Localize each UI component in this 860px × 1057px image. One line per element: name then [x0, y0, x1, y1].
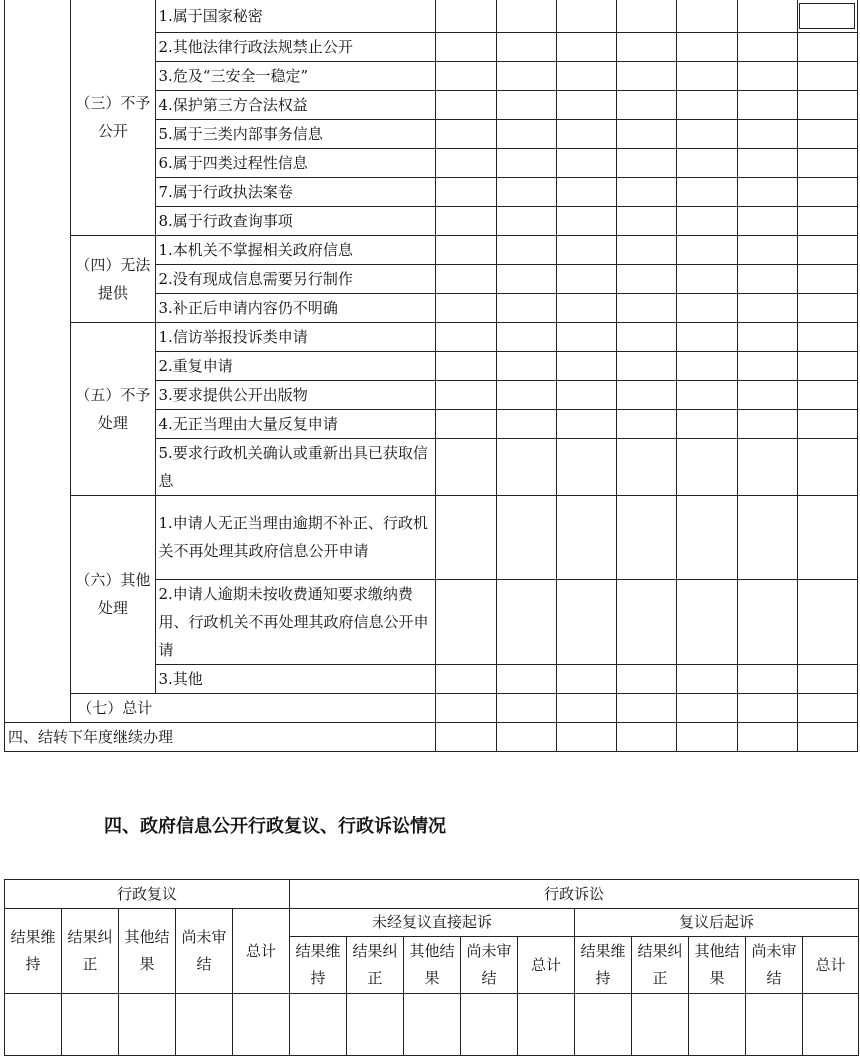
data-cell[interactable] [436, 90, 496, 119]
data-cell[interactable] [677, 579, 737, 664]
data-cell[interactable] [746, 994, 803, 1056]
data-cell[interactable] [677, 90, 737, 119]
data-cell[interactable] [617, 409, 677, 438]
data-cell[interactable] [803, 994, 859, 1056]
data-cell[interactable] [617, 90, 677, 119]
direct-suit-header: 未经复议直接起诉 [290, 909, 575, 937]
data-cell[interactable] [797, 90, 857, 119]
table-row [5, 322, 858, 351]
data-cell[interactable] [436, 579, 496, 664]
data-cell[interactable] [617, 235, 677, 264]
review-col-2: 其他结果 [119, 909, 176, 994]
data-cell[interactable] [556, 693, 616, 722]
data-cell[interactable] [617, 32, 677, 61]
data-cell[interactable] [737, 32, 797, 61]
data-cell[interactable] [496, 90, 556, 119]
data-cell[interactable] [496, 206, 556, 235]
data-cell[interactable] [496, 264, 556, 293]
data-cell[interactable] [233, 994, 290, 1056]
data-cell[interactable] [496, 380, 556, 409]
data-cell[interactable] [496, 722, 556, 751]
carryover-label: 四、结转下年度继续办理 [5, 722, 436, 751]
data-cell[interactable] [436, 409, 496, 438]
data-cell[interactable] [797, 235, 857, 264]
data-cell[interactable] [737, 495, 797, 579]
review-col-3: 尚未审结 [176, 909, 233, 994]
data-cell[interactable] [436, 293, 496, 322]
group-label: （三）不予公开 [71, 0, 155, 235]
data-cell[interactable] [797, 495, 857, 579]
data-cell[interactable] [617, 206, 677, 235]
data-cell[interactable] [436, 235, 496, 264]
item-label: 2.其他法律行政法规禁止公开 [155, 32, 436, 61]
data-cell[interactable] [436, 351, 496, 380]
data-cell[interactable] [737, 579, 797, 664]
data-cell[interactable] [677, 235, 737, 264]
data-cell[interactable] [617, 61, 677, 90]
application-handling-table [4, 0, 858, 752]
data-cell[interactable] [737, 351, 797, 380]
data-cell[interactable] [496, 0, 556, 32]
data-cell[interactable] [797, 322, 857, 351]
data-cell[interactable] [556, 409, 616, 438]
data-cell[interactable] [737, 438, 797, 495]
data-cell[interactable] [617, 495, 677, 579]
data-cell[interactable] [556, 438, 616, 495]
item-label: 6.属于四类过程性信息 [155, 148, 436, 177]
table-row [5, 0, 858, 32]
data-cell[interactable] [677, 495, 737, 579]
data-cell[interactable] [617, 579, 677, 664]
data-cell[interactable] [556, 579, 616, 664]
data-cell[interactable] [677, 206, 737, 235]
item-label: 1.申请人无正当理由逾期不补正、行政机关不再处理其政府信息公开申请 [155, 495, 436, 579]
data-cell[interactable] [677, 438, 737, 495]
group-label: （六）其他处理 [71, 495, 155, 693]
data-cell[interactable] [496, 148, 556, 177]
data-cell[interactable] [677, 264, 737, 293]
data-cell[interactable] [677, 119, 737, 148]
data-cell[interactable] [496, 664, 556, 693]
data-cell[interactable] [677, 380, 737, 409]
data-cell[interactable] [436, 322, 496, 351]
data-cell[interactable] [5, 994, 62, 1056]
data-cell[interactable] [496, 61, 556, 90]
direct-col-4: 总计 [518, 937, 575, 994]
after-col-0: 结果维持 [575, 937, 632, 994]
item-label: 5.要求行政机关确认或重新出具已获取信息 [155, 438, 436, 495]
data-cell[interactable] [556, 119, 616, 148]
data-cell[interactable] [556, 380, 616, 409]
data-cell[interactable] [617, 438, 677, 495]
total-row [5, 693, 858, 722]
data-cell[interactable] [556, 0, 616, 32]
data-cell[interactable] [556, 61, 616, 90]
data-cell[interactable] [737, 322, 797, 351]
data-cell[interactable] [556, 722, 616, 751]
data-cell[interactable] [436, 693, 496, 722]
data-cell[interactable] [436, 264, 496, 293]
data-cell[interactable] [436, 664, 496, 693]
data-cell[interactable] [737, 693, 797, 722]
item-label: 2.没有现成信息需要另行制作 [155, 264, 436, 293]
data-cell[interactable] [797, 32, 857, 61]
direct-col-1: 结果纠正 [347, 937, 404, 994]
data-cell[interactable] [797, 264, 857, 293]
item-label: 2.申请人逾期未按收费通知要求缴纳费用、行政机关不再处理其政府信息公开申请 [155, 579, 436, 664]
item-label: 3.危及“三安全一稳定” [155, 61, 436, 90]
data-cell[interactable] [797, 293, 857, 322]
data-cell[interactable] [617, 264, 677, 293]
data-cell[interactable] [436, 206, 496, 235]
data-cell[interactable] [436, 148, 496, 177]
item-label: 4.保护第三方合法权益 [155, 90, 436, 119]
total-label: （七）总计 [71, 693, 436, 722]
data-cell[interactable] [436, 495, 496, 579]
outer-left-cell [5, 0, 71, 722]
after-col-1: 结果纠正 [632, 937, 689, 994]
data-cell[interactable] [677, 693, 737, 722]
data-cell[interactable] [677, 61, 737, 90]
data-cell[interactable] [677, 351, 737, 380]
table-row [5, 994, 859, 1056]
item-label: 1.本机关不掌握相关政府信息 [155, 235, 436, 264]
data-cell[interactable] [677, 177, 737, 206]
review-col-1: 结果纠正 [62, 909, 119, 994]
data-cell[interactable] [677, 722, 737, 751]
data-cell[interactable] [617, 693, 677, 722]
data-cell[interactable] [797, 61, 857, 90]
data-cell[interactable] [797, 351, 857, 380]
data-cell[interactable] [797, 177, 857, 206]
data-cell[interactable] [556, 32, 616, 61]
data-cell[interactable] [556, 90, 616, 119]
carryover-row [5, 722, 858, 751]
data-cell[interactable] [496, 693, 556, 722]
data-cell[interactable] [617, 0, 677, 32]
data-cell[interactable] [797, 693, 857, 722]
item-label: 3.补正后申请内容仍不明确 [155, 293, 436, 322]
data-cell[interactable] [496, 495, 556, 579]
data-cell[interactable] [617, 148, 677, 177]
item-label: 3.要求提供公开出版物 [155, 380, 436, 409]
data-cell[interactable] [436, 0, 496, 32]
data-cell[interactable] [797, 119, 857, 148]
data-cell[interactable] [797, 664, 857, 693]
data-cell[interactable] [797, 722, 857, 751]
data-cell[interactable] [496, 177, 556, 206]
data-cell[interactable] [617, 722, 677, 751]
data-cell[interactable] [617, 119, 677, 148]
section-title: 四、政府信息公开行政复议、行政诉讼情况 [104, 816, 446, 837]
data-cell[interactable] [737, 177, 797, 206]
data-cell[interactable] [436, 722, 496, 751]
data-cell[interactable] [496, 119, 556, 148]
data-cell[interactable] [737, 148, 797, 177]
data-cell[interactable] [677, 664, 737, 693]
item-label: 1.信访举报投诉类申请 [155, 322, 436, 351]
group-label: （四）无法提供 [71, 235, 155, 322]
data-cell[interactable] [461, 994, 518, 1056]
data-cell[interactable] [556, 495, 616, 579]
data-cell[interactable] [556, 148, 616, 177]
data-cell[interactable] [617, 664, 677, 693]
data-cell[interactable] [797, 148, 857, 177]
data-cell[interactable] [347, 994, 404, 1056]
after-col-2: 其他结果 [689, 937, 746, 994]
review-col-0: 结果维持 [5, 909, 62, 994]
data-cell[interactable] [496, 322, 556, 351]
review-litigation-table [4, 879, 859, 1056]
item-label: 1.属于国家秘密 [155, 0, 436, 32]
data-cell[interactable] [556, 351, 616, 380]
data-cell[interactable] [737, 264, 797, 293]
group-label: （五）不予处理 [71, 322, 155, 495]
item-label: 8.属于行政查询事项 [155, 206, 436, 235]
data-cell[interactable] [689, 994, 746, 1056]
data-cell[interactable] [496, 293, 556, 322]
data-cell[interactable] [617, 177, 677, 206]
data-cell[interactable] [737, 206, 797, 235]
data-cell[interactable] [518, 994, 575, 1056]
data-cell[interactable] [737, 664, 797, 693]
data-cell[interactable] [496, 579, 556, 664]
data-cell[interactable] [436, 177, 496, 206]
data-cell[interactable] [62, 994, 119, 1056]
data-cell[interactable] [436, 32, 496, 61]
data-cell[interactable] [737, 0, 797, 32]
table-row [5, 235, 858, 264]
item-label: 7.属于行政执法案卷 [155, 177, 436, 206]
data-cell[interactable] [632, 994, 689, 1056]
data-cell[interactable] [737, 722, 797, 751]
after-review-suit-header: 复议后起诉 [575, 909, 859, 937]
data-cell[interactable] [496, 351, 556, 380]
data-cell[interactable] [617, 380, 677, 409]
data-cell[interactable] [556, 206, 616, 235]
after-col-3: 尚未审结 [746, 937, 803, 994]
data-cell[interactable] [617, 351, 677, 380]
after-col-4: 总计 [803, 937, 859, 994]
item-label: 3.其他 [155, 664, 436, 693]
data-cell[interactable] [797, 0, 857, 32]
data-cell[interactable] [556, 235, 616, 264]
review-col-4: 总计 [233, 909, 290, 994]
data-cell[interactable] [797, 206, 857, 235]
data-cell[interactable] [617, 293, 677, 322]
data-cell[interactable] [677, 32, 737, 61]
data-cell[interactable] [677, 409, 737, 438]
item-label: 4.无正当理由大量反复申请 [155, 409, 436, 438]
admin-review-header: 行政复议 [5, 880, 290, 909]
boxed-cell [799, 3, 855, 29]
data-cell[interactable] [797, 438, 857, 495]
data-cell[interactable] [496, 409, 556, 438]
data-cell[interactable] [737, 61, 797, 90]
data-cell[interactable] [737, 119, 797, 148]
data-cell[interactable] [737, 293, 797, 322]
data-cell[interactable] [677, 148, 737, 177]
item-label: 2.重复申请 [155, 351, 436, 380]
data-cell[interactable] [119, 994, 176, 1056]
admin-litigation-header: 行政诉讼 [290, 880, 859, 909]
data-cell[interactable] [404, 994, 461, 1056]
data-cell[interactable] [677, 0, 737, 32]
data-cell[interactable] [436, 61, 496, 90]
data-cell[interactable] [436, 119, 496, 148]
data-cell[interactable] [556, 664, 616, 693]
data-cell[interactable] [556, 264, 616, 293]
data-cell[interactable] [797, 380, 857, 409]
data-cell[interactable] [556, 293, 616, 322]
data-cell[interactable] [556, 177, 616, 206]
data-cell[interactable] [496, 438, 556, 495]
direct-col-3: 尚未审结 [461, 937, 518, 994]
data-cell[interactable] [436, 438, 496, 495]
data-cell[interactable] [436, 380, 496, 409]
data-cell[interactable] [737, 409, 797, 438]
data-cell[interactable] [737, 90, 797, 119]
data-cell[interactable] [737, 380, 797, 409]
data-cell[interactable] [797, 579, 857, 664]
item-label: 5.属于三类内部事务信息 [155, 119, 436, 148]
data-cell[interactable] [617, 322, 677, 351]
data-cell[interactable] [677, 293, 737, 322]
direct-col-2: 其他结果 [404, 937, 461, 994]
data-cell[interactable] [737, 235, 797, 264]
direct-col-0: 结果维持 [290, 937, 347, 994]
data-cell[interactable] [496, 235, 556, 264]
data-cell[interactable] [176, 994, 233, 1056]
data-cell[interactable] [496, 32, 556, 61]
data-cell[interactable] [290, 994, 347, 1056]
data-cell[interactable] [575, 994, 632, 1056]
data-cell[interactable] [556, 322, 616, 351]
table-row [5, 495, 858, 579]
data-cell[interactable] [677, 322, 737, 351]
data-cell[interactable] [797, 409, 857, 438]
